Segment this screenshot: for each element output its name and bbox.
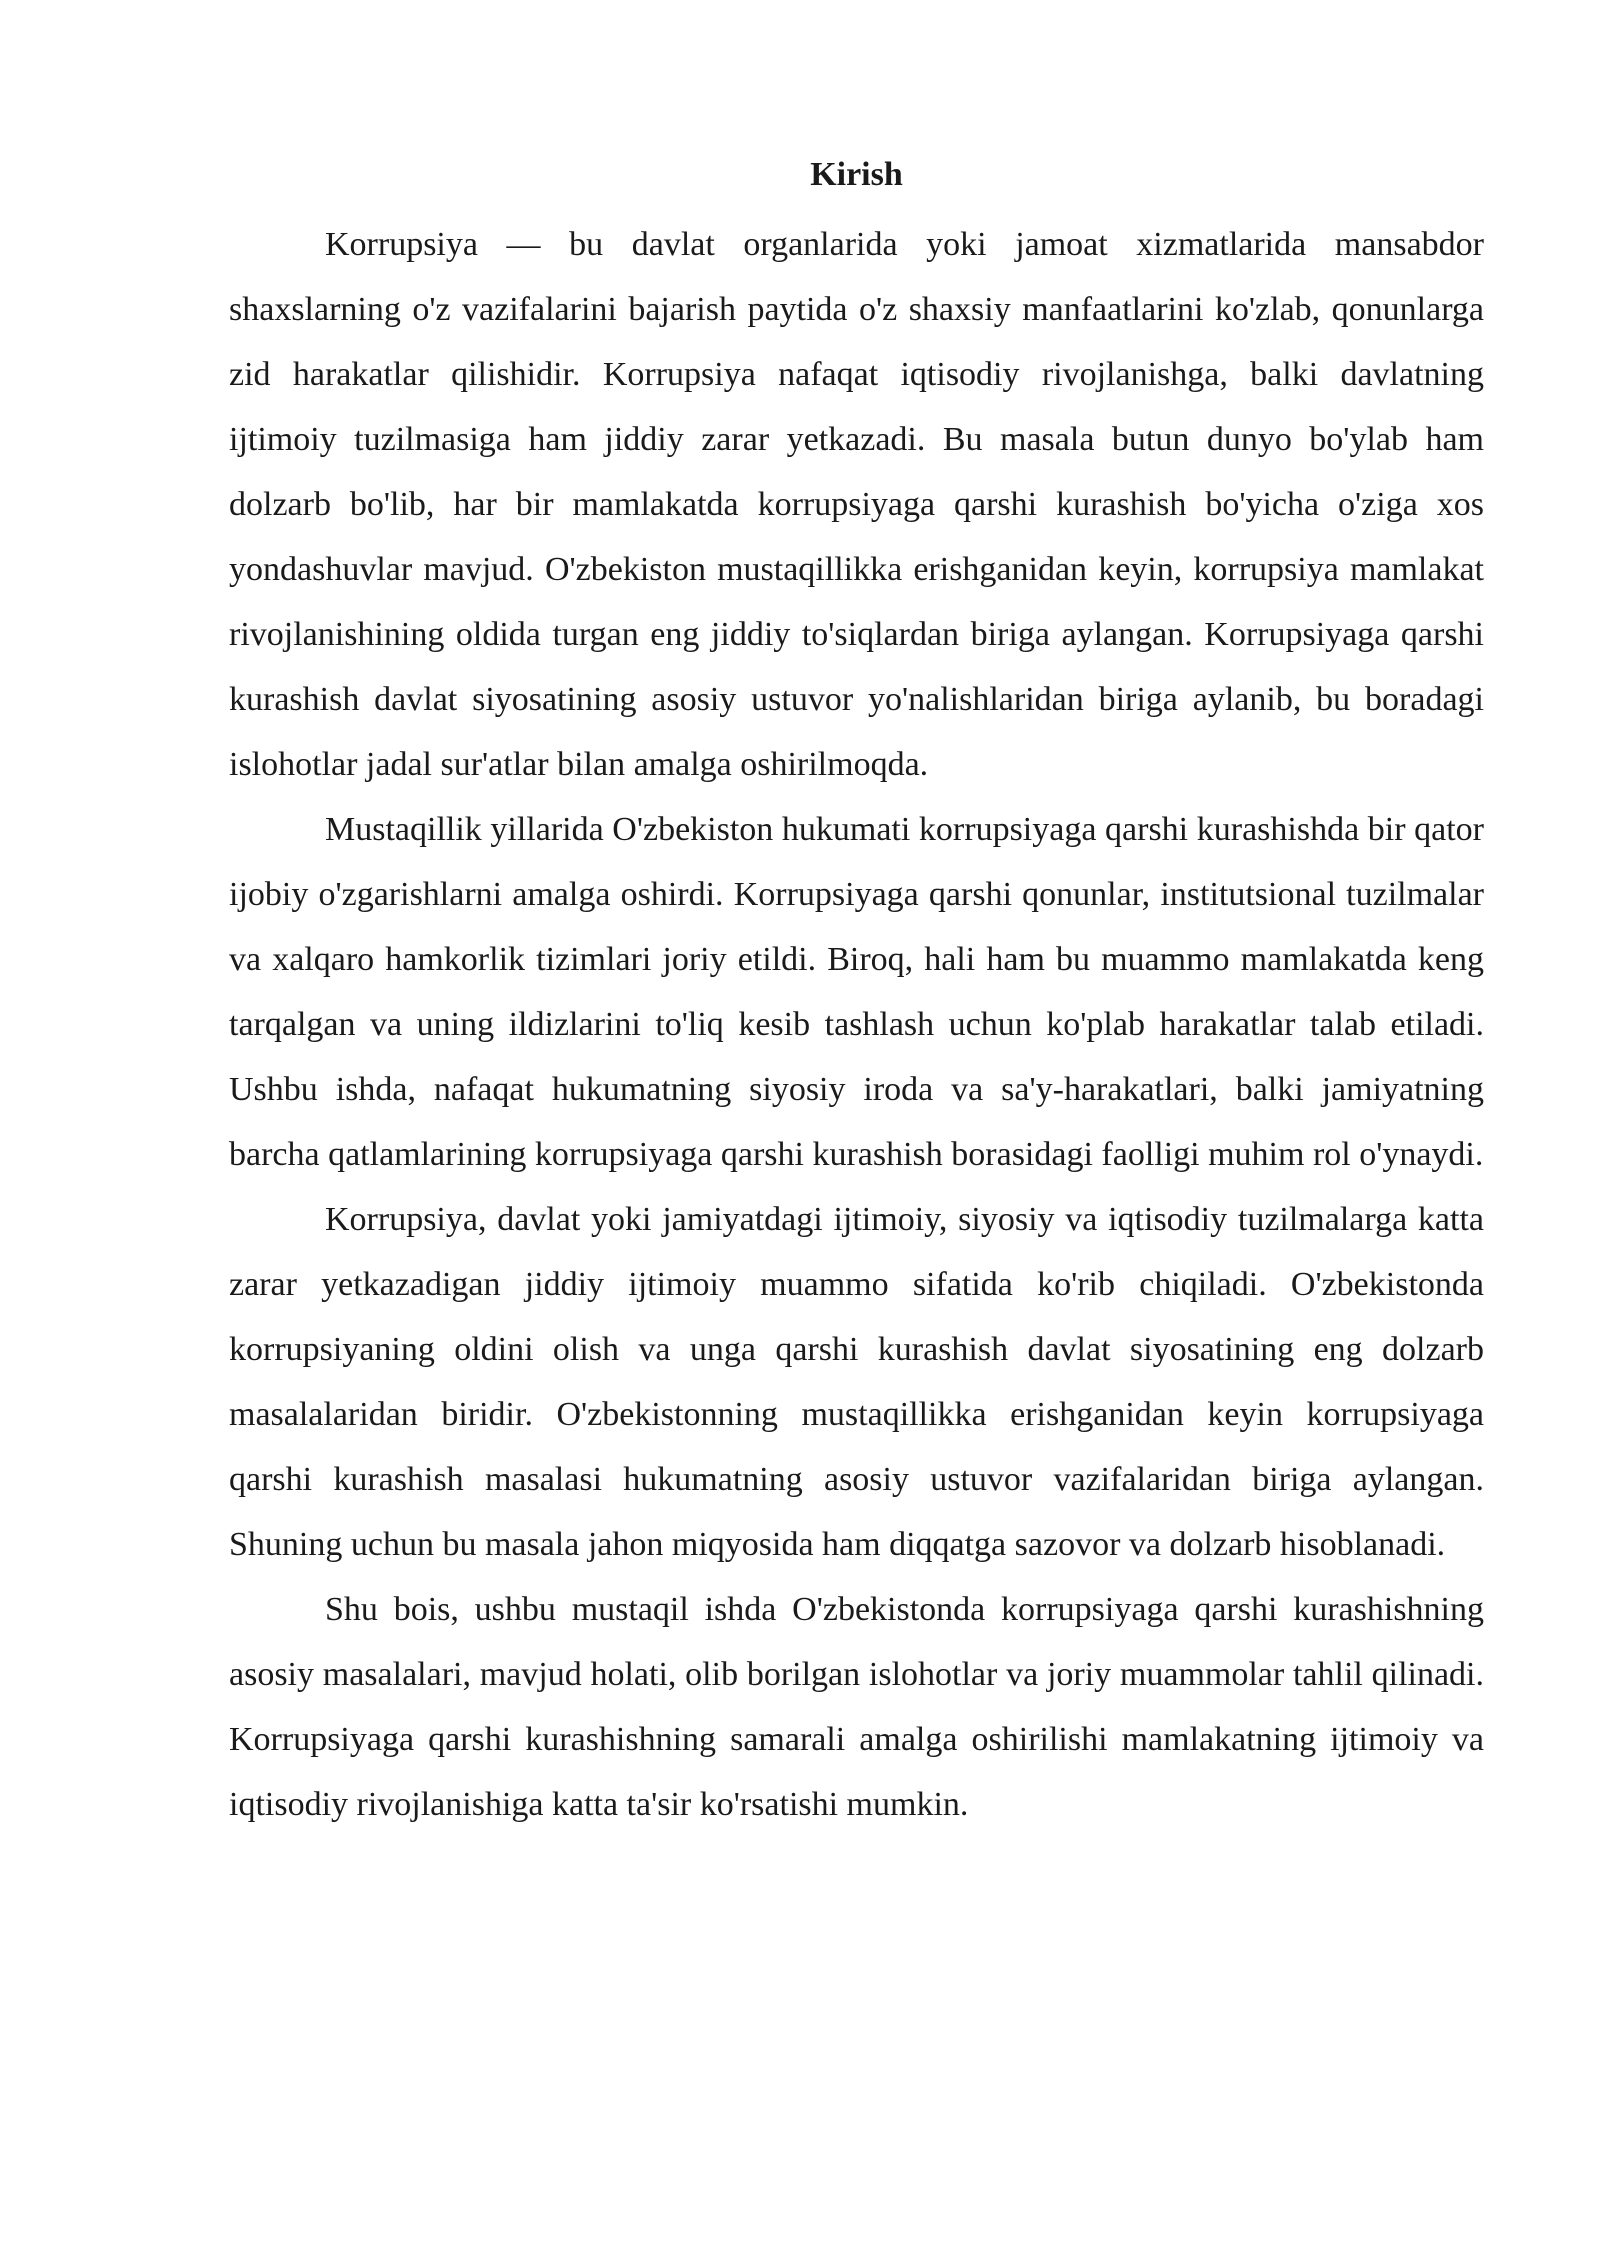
document-body [229,148,1484,1837]
paragraph-3: Korrupsiya, davlat yoki jamiyatdagi ijtimoiy, siyosiy va iqtisodiy tuzilmalarga katta zarar yetkazadigan jiddiy ijtimoiy muammo sifatida ko'rib chiqiladi. O'zbekistonda korrupsiyaning oldini olish va unga qarshi kurashish davlat siyosatining eng dolzarb masalalaridan biridir. O'zbekistonning mustaqillikka erishganidan keyin korrupsiyaga qarshi kurashish masalasi hukumatning asosiy ustuvor vazifalaridan biriga aylangan. Shuning uchun bu masala jahon miqyosida ham diqqatga sazovor va dolzarb hisoblanadi. [229,1201,1484,1563]
paragraph-1: Korrupsiya — bu davlat organlarida yoki jamoat xizmatlarida mansabdor shaxslarning o'z vazifalarini bajarish paytida o'z shaxsiy manfaatlarini ko'zlab, qonunlarga zid harakatlar qilishidir. Korrupsiya nafaqat iqtisodiy rivojlanishga, balki davlatning ijtimoiy tuzilmasiga ham jiddiy zarar yetkazadi. Bu masala butun dunyo bo'ylab ham dolzarb bo'lib, har bir mamlakatda korrupsiyaga qarshi kurashish bo'yicha o'ziga xos yondashuvlar mavjud. O'zbekiston mustaqillikka erishganidan keyin, korrupsiya mamlakat rivojlanishining oldida turgan eng jiddiy to'siqlardan biriga aylangan. Korrupsiyaga qarshi kurashish davlat siyosatining asosiy ustuvor yo'nalishlaridan biriga aylanib, bu boradagi islohotlar jadal sur'atlar bilan amalga oshirilmoqda. [229,226,1484,783]
page-title: Kirish [810,156,903,193]
paragraph-4: Shu bois, ushbu mustaqil ishda O'zbekistonda korrupsiyaga qarshi kurashishning asosiy masalalari, mavjud holati, olib borilgan islohotlar va joriy muammolar tahlil qilinadi. Korrupsiyaga qarshi kurashishning samarali amalga oshirilishi mamlakatning ijtimoiy va iqtisodiy rivojlanishiga katta ta'sir ko'rsatishi mumkin. [229,1591,1484,1823]
paragraph-2: Mustaqillik yillarida O'zbekiston hukumati korrupsiyaga qarshi kurashishda bir qator ijobiy o'zgarishlarni amalga oshirdi. Korrupsiyaga qarshi qonunlar, institutsional tuzilmalar va xalqaro hamkorlik tizimlari joriy etildi. Biroq, hali ham bu muammo mamlakatda keng tarqalgan va uning ildizlarini to'liq kesib tashlash uchun ko'plab harakatlar talab etiladi. Ushbu ishda, nafaqat hukumatning siyosiy iroda va sa'y-harakatlari, balki jamiyatning barcha qatlamlarining korrupsiyaga qarshi kurashish borasidagi faolligi muhim rol o'ynaydi. [229,811,1484,1173]
